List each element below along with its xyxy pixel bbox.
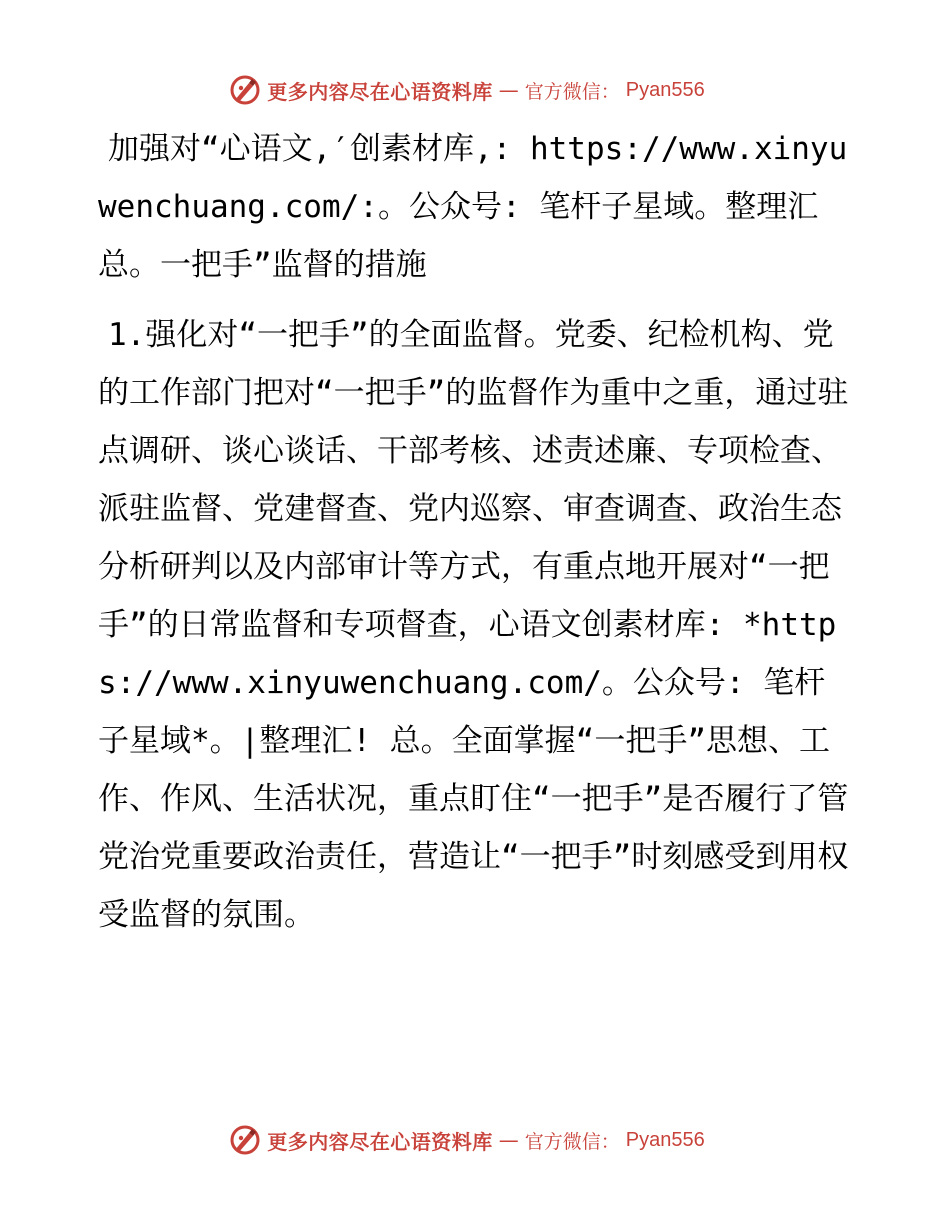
footer-banner <box>0 1120 950 1160</box>
pen-circle-logo-icon <box>229 1124 261 1156</box>
document-paragraph-1: 1.强化对“一把手”的全面监督。党委、纪检机构、党的工作部门把对“一把手”的监督作为重中之重，通过驻点调研、谈心谈话、干部考核、述责述廉、专项检查、派驻监督、党建督查、党内巡察、审查调查、政治生态分析研判以及内部审计等方式，有重点地开展对“一把手”的日常监督和专项督查，心语文创素材库: *https://www.xinyuwenchuang.com/。公众号: 笔杆子星域*。|整理汇! 总。全面掌握“一把手”思想、工作、作风、生活状况，重点盯住“一把手”是否履行了管党治党重要政治责任，营造让“一把手”时刻感受到用权受监督的氛围。 <box>98 317 849 933</box>
header-banner <box>0 70 950 110</box>
footer-banner-text: 更多内容尽在心语资料库 <box>267 1129 493 1154</box>
header-wechat-id: Pyan556 <box>625 78 705 101</box>
pen-circle-logo-icon <box>229 74 261 106</box>
footer-wechat-id: Pyan556 <box>625 1128 705 1151</box>
footer-wechat-label: 官方微信： <box>524 1130 620 1153</box>
footer-banner-content <box>229 1124 704 1156</box>
document-body <box>98 120 850 944</box>
header-banner-text: 更多内容尽在心语资料库 <box>267 79 493 104</box>
header-wechat-label: 官方微信： <box>524 80 620 103</box>
header-banner-content <box>229 74 704 106</box>
footer-banner-separator: — <box>498 1128 519 1152</box>
header-banner-separator: — <box>498 78 519 102</box>
document-heading: 加强对“心语文,′创素材库,: https://www.xinyuwenchuang.com/:。公众号: 笔杆子星域。整理汇总。一把手”监督的措施 <box>98 131 848 283</box>
